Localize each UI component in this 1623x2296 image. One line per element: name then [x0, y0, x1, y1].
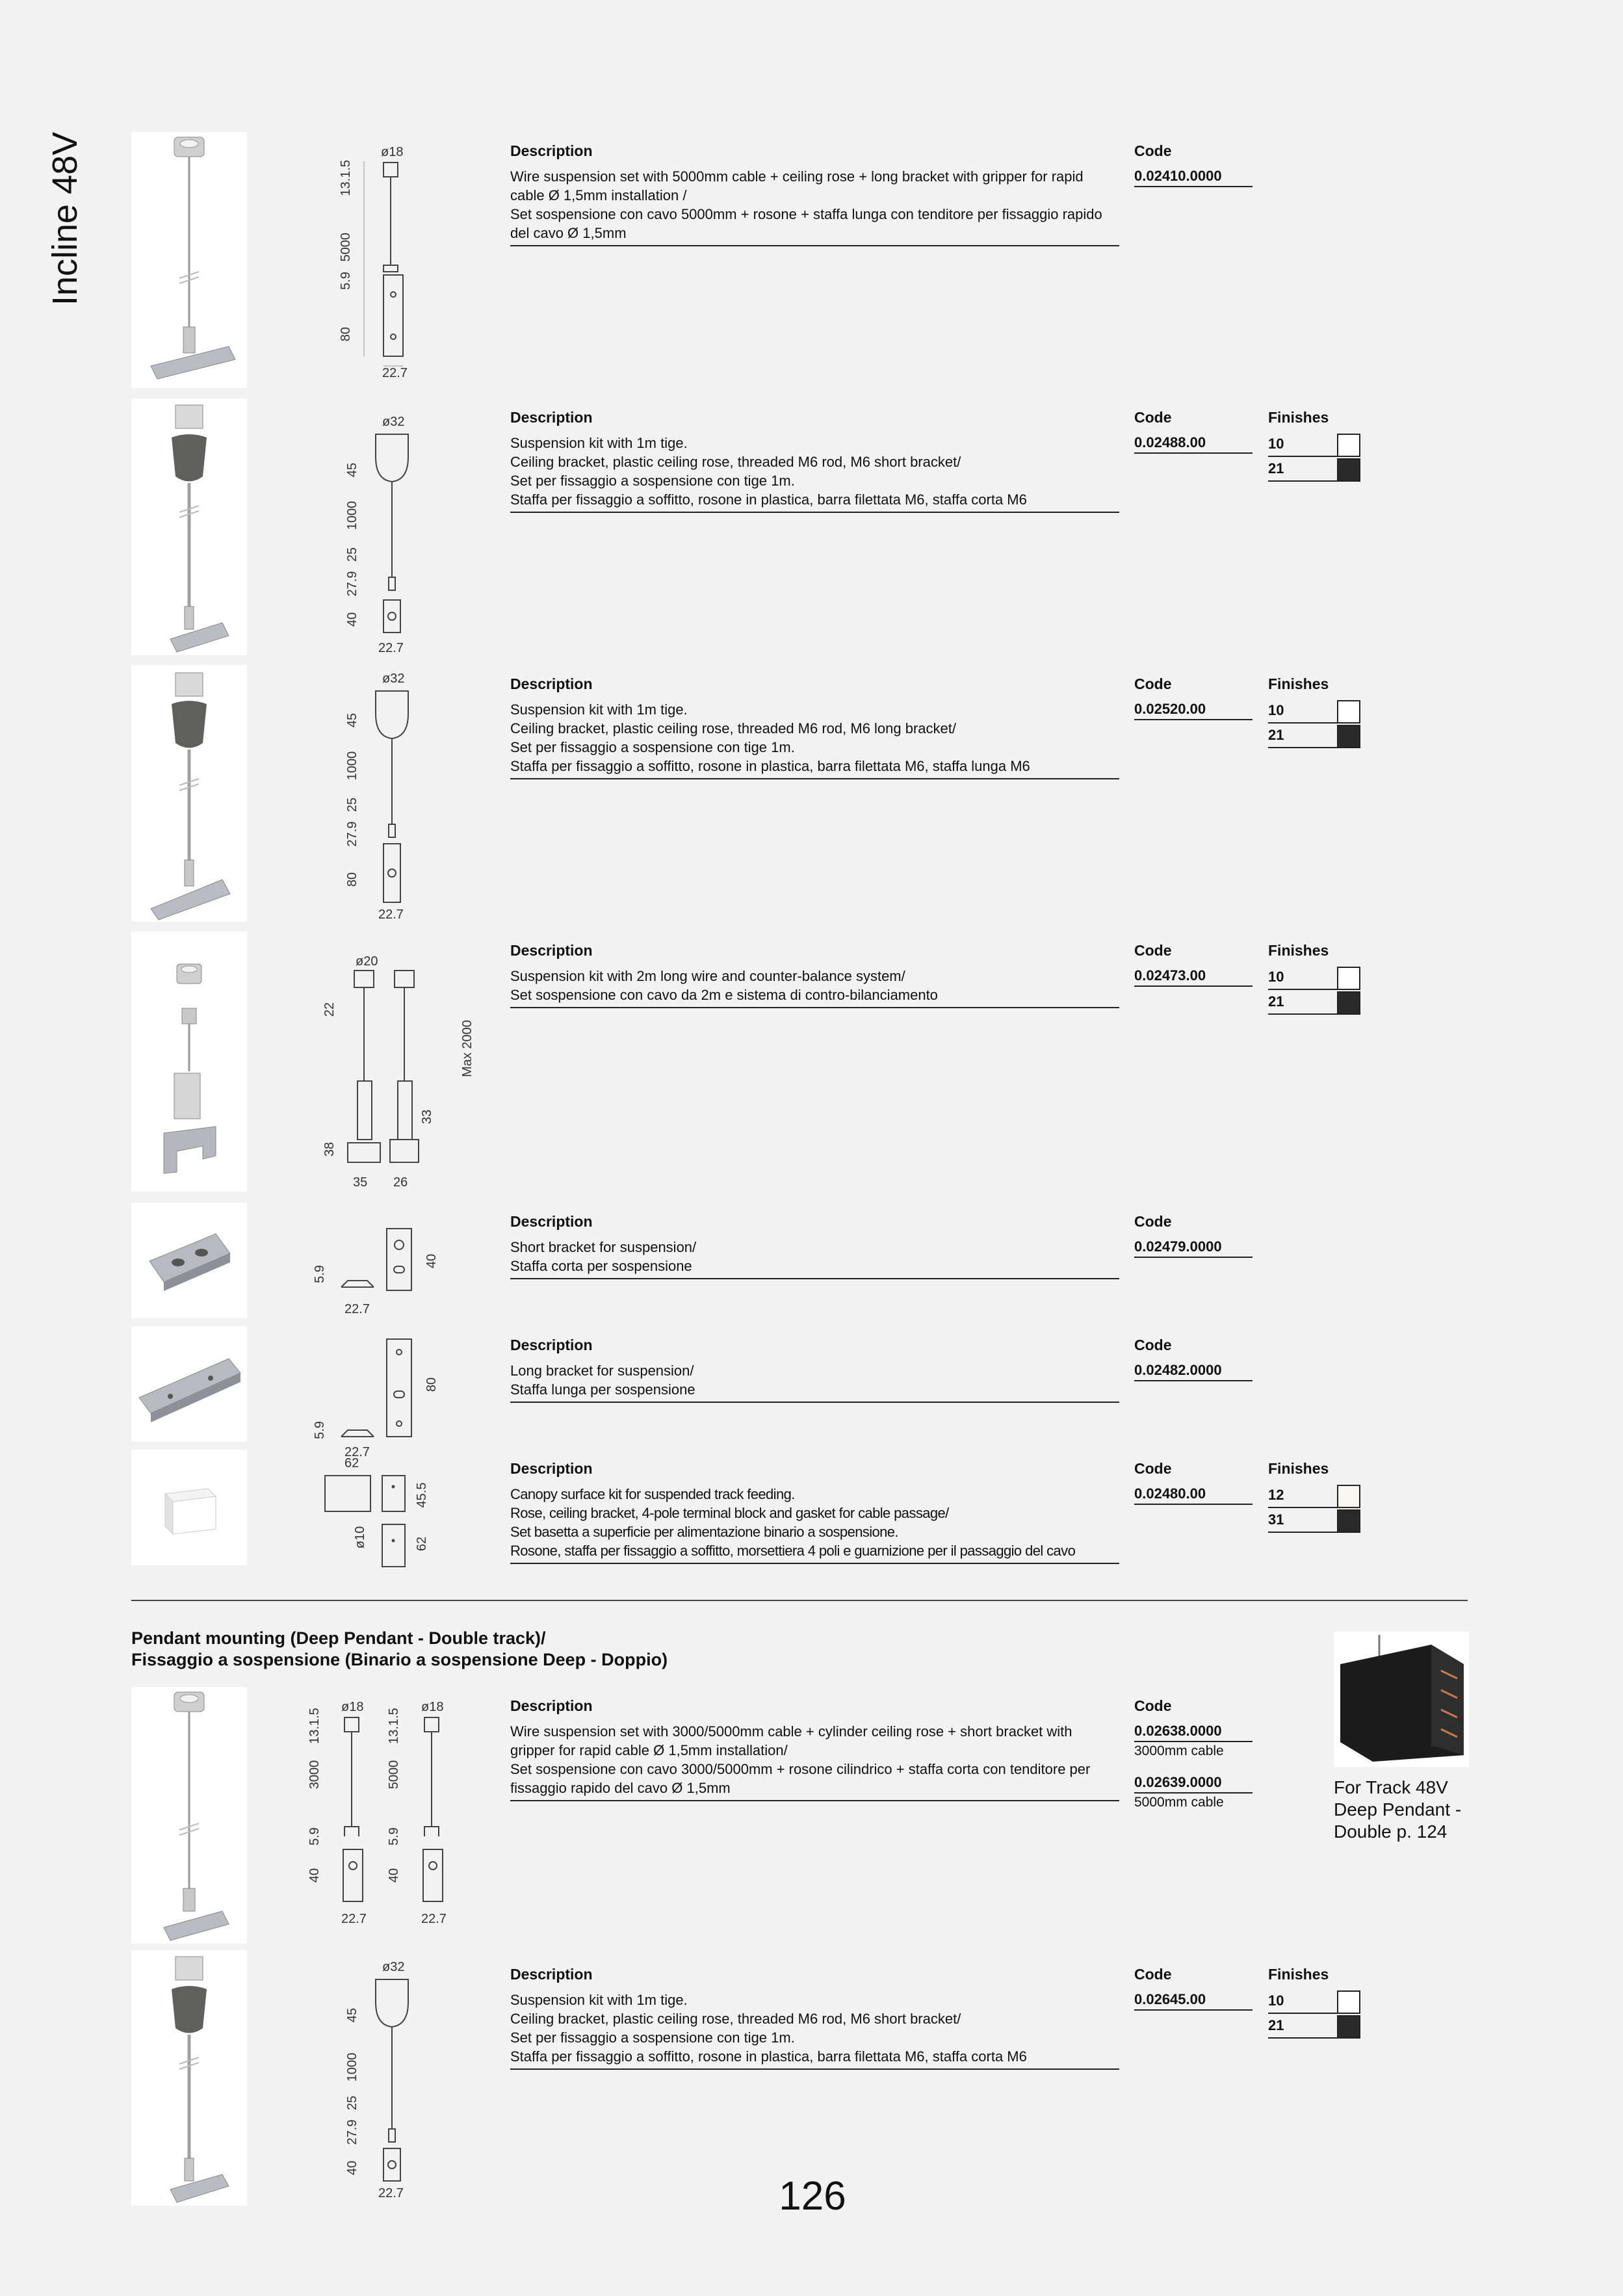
finishes-label: Finishes: [1268, 675, 1329, 692]
finish-swatch: [1337, 2015, 1360, 2039]
dim-label: 40: [424, 1253, 439, 1269]
dim-label: 35: [353, 1175, 368, 1190]
dim-label: 22.7: [378, 641, 404, 655]
code-label: Code: [1134, 1460, 1172, 1477]
finish-code: 10: [1268, 702, 1284, 718]
dim-label: ø18: [421, 1700, 444, 1714]
bracket-photo: [131, 1326, 247, 1442]
dim-label: 1000: [345, 2052, 359, 2082]
finishes-block: [1268, 675, 1360, 748]
finish-swatch: [1337, 991, 1360, 1015]
dim-label: 1000: [345, 751, 359, 781]
dim-label: 5.9: [339, 272, 353, 290]
dim-label: 22.7: [344, 1302, 370, 1316]
product-code: 0.02488.00: [1134, 434, 1253, 454]
finish-option[interactable]: [1268, 967, 1360, 990]
code-variant-note: 5000mm cable: [1134, 1795, 1224, 1810]
dim-label: 45: [345, 462, 359, 478]
finish-code: 21: [1268, 460, 1284, 476]
suspension-photo: [131, 1950, 247, 2206]
description-text: Suspension kit with 2m long wire and counter-balance system/ Set sospensione con cavo da 2m e sistema di contro-bilanciamento: [510, 967, 1119, 1008]
finish-option[interactable]: [1268, 991, 1360, 1015]
description-block: [510, 941, 1119, 1008]
technical-drawing: [338, 411, 422, 655]
technical-drawing: [338, 1957, 422, 2200]
dim-label: 22.7: [421, 1912, 447, 1926]
description-text: Wire suspension set with 5000mm cable + ceiling rose + long bracket with gripper for rapid cable Ø 1,5mm installation / Set sospensione con cavo 5000mm + rosone + staffa lunga con tenditore per fissaggio rapido del cavo Ø 1,5mm: [510, 167, 1119, 246]
dim-label: 22.7: [378, 2186, 404, 2200]
finish-swatch: [1337, 434, 1360, 457]
dim-label: 80: [424, 1377, 439, 1392]
page-number: 126: [779, 2174, 846, 2219]
description-block: [510, 408, 1119, 513]
code-label: Code: [1134, 942, 1172, 959]
finishes-block: [1268, 941, 1360, 1015]
description-block: [510, 1212, 1119, 1279]
code-block: [1134, 1212, 1253, 1258]
finish-code: 31: [1268, 1511, 1284, 1528]
section-title: Pendant mounting (Deep Pendant - Double track)/ Fissaggio a sospensione (Binario a sospensione Deep - Doppio): [131, 1628, 668, 1669]
finishes-label: Finishes: [1268, 1460, 1329, 1477]
dim-label: ø32: [382, 672, 405, 686]
description-block: [510, 1336, 1119, 1403]
code-block: [1134, 142, 1253, 187]
description-label: Description: [510, 1697, 593, 1714]
technical-drawing: [312, 1216, 448, 1320]
description-text: Suspension kit with 1m tige. Ceiling bracket, plastic ceiling rose, threaded M6 rod, M6 short bracket/ Set per fissaggio a sospensione con tige 1m. Staffa per fissaggio a soffitto, rosone in plastica, barra filettata M6, staffa corta M6: [510, 434, 1119, 513]
dim-label: 45: [345, 712, 359, 728]
dim-label: 22.7: [382, 366, 408, 380]
dim-label: ø18: [381, 145, 404, 159]
dim-label: 26: [393, 1175, 408, 1190]
finish-option[interactable]: [1268, 700, 1360, 724]
technical-drawing: [312, 1333, 448, 1463]
code-block: [1134, 1336, 1253, 1381]
dim-label: 40: [345, 612, 359, 627]
product-code: 0.02410.0000: [1134, 167, 1253, 187]
finishes-block: [1268, 408, 1360, 482]
product-code: 0.02479.0000: [1134, 1238, 1253, 1258]
dim-label: 1000: [345, 501, 359, 530]
finish-swatch: [1337, 1509, 1360, 1533]
dim-label: 33: [420, 1109, 434, 1125]
dim-label: 27.9: [345, 2119, 359, 2145]
code-block: [1134, 1697, 1253, 1812]
description-label: Description: [510, 1337, 593, 1353]
code-label: Code: [1134, 142, 1172, 159]
finishes-label: Finishes: [1268, 1966, 1329, 1983]
dim-label: 22.7: [341, 1912, 367, 1926]
description-text: Wire suspension set with 3000/5000mm cable + cylinder ceiling rose + short bracket with gripper for rapid cable Ø 1,5mm installation/ Set sospensione con cavo 3000/5000mm + rosone cilindrico + staffa corta con tenditore per fissaggio rapido del cavo Ø 1,5mm: [510, 1722, 1119, 1801]
finish-option[interactable]: [1268, 1509, 1360, 1533]
dim-label: 40: [387, 1868, 401, 1883]
finish-swatch: [1337, 458, 1360, 482]
code-block: [1134, 1459, 1253, 1505]
dim-label: 22: [322, 1002, 337, 1017]
dim-label: ø18: [341, 1700, 364, 1714]
finish-code: 10: [1268, 436, 1284, 452]
finish-swatch: [1337, 725, 1360, 748]
description-block: [510, 675, 1119, 779]
finish-option[interactable]: [1268, 434, 1360, 457]
code-block: [1134, 408, 1253, 454]
finishes-block: [1268, 1459, 1360, 1533]
description-label: Description: [510, 1213, 593, 1230]
finish-swatch: [1337, 1485, 1360, 1508]
track-reference-note: For Track 48V Deep Pendant - Double p. 124: [1334, 1777, 1462, 1842]
suspension-photo: [131, 665, 247, 922]
code-block: [1134, 1965, 1253, 2011]
suspension-photo: [131, 132, 247, 388]
dim-label: 25: [345, 547, 359, 562]
finish-code: 21: [1268, 993, 1284, 1010]
dim-label: 5.9: [387, 1827, 401, 1846]
finish-code: 21: [1268, 2017, 1284, 2033]
product-code: 0.02638.0000: [1134, 1722, 1253, 1742]
description-text: Long bracket for suspension/ Staffa lunga per sospensione: [510, 1361, 1119, 1403]
description-label: Description: [510, 942, 593, 959]
dim-label: 45.5: [415, 1482, 429, 1508]
product-code: 0.02482.0000: [1134, 1361, 1253, 1381]
dim-label: 45: [345, 2007, 359, 2023]
finish-code: 12: [1268, 1487, 1284, 1503]
section-divider: [131, 1600, 1468, 1601]
description-label: Description: [510, 675, 593, 692]
description-label: Description: [510, 1460, 593, 1477]
dim-label: ø20: [356, 954, 378, 969]
description-block: [510, 1965, 1119, 2070]
technical-drawing: [322, 951, 484, 1192]
bracket-photo: [131, 1203, 247, 1318]
finish-code: 21: [1268, 727, 1284, 743]
finish-swatch: [1337, 700, 1360, 724]
code-block: [1134, 675, 1253, 720]
suspension-photo: [131, 932, 247, 1192]
finishes-label: Finishes: [1268, 942, 1329, 959]
code-block: [1134, 941, 1253, 987]
dim-label: 13.1.5: [339, 160, 353, 196]
dim-label: 13.1.5: [387, 1708, 401, 1744]
finish-option[interactable]: [1268, 458, 1360, 482]
dim-label: Max 2000: [460, 1020, 474, 1077]
dim-label: 5000: [339, 233, 353, 262]
description-block: [510, 1459, 1119, 1564]
code-label: Code: [1134, 409, 1172, 426]
product-code: 0.02473.00: [1134, 967, 1253, 987]
dim-label: 80: [345, 872, 359, 887]
dim-label: 13.1.5: [307, 1708, 322, 1744]
dim-label: ø10: [353, 1526, 367, 1549]
dim-label: 27.9: [345, 821, 359, 847]
technical-drawing: [305, 1697, 468, 1937]
description-text: Short bracket for suspension/ Staffa corta per sospensione: [510, 1238, 1119, 1279]
dim-label: 40: [345, 2160, 359, 2176]
description-label: Description: [510, 142, 593, 159]
suspension-photo: [131, 1687, 247, 1944]
description-block: [510, 142, 1119, 246]
description-text: Canopy surface kit for suspended track feeding. Rose, ceiling bracket, 4-pole terminal block and gasket for cable passage/ Set basetta a superficie per alimentazione binario a sospensione. Rosone, staffa per fissaggio a soffitto, morsettiera 4 poli e guarnizione per il passaggio del cavo: [510, 1485, 1119, 1564]
finish-code: 10: [1268, 969, 1284, 985]
dim-label: 5.9: [313, 1421, 327, 1439]
code-label: Code: [1134, 1213, 1172, 1230]
dim-label: 5000: [387, 1760, 401, 1790]
side-title: Incline 48V: [45, 131, 84, 306]
dim-label: 25: [345, 797, 359, 813]
description-label: Description: [510, 1966, 593, 1983]
dim-label: 40: [307, 1868, 322, 1883]
canopy-photo: [131, 1450, 247, 1565]
finish-swatch: [1337, 967, 1360, 990]
dim-label: 27.9: [345, 571, 359, 597]
technical-drawing: [338, 142, 416, 382]
code-label: Code: [1134, 1337, 1172, 1353]
dim-label: ø32: [382, 1960, 405, 1974]
description-text: Suspension kit with 1m tige. Ceiling bracket, plastic ceiling rose, threaded M6 rod, M6 short bracket/ Set per fissaggio a sospensione con tige 1m. Staffa per fissaggio a soffitto, rosone in plastica, barra filettata M6, staffa corta M6: [510, 1990, 1119, 2070]
finishes-label: Finishes: [1268, 409, 1329, 426]
technical-drawing: [318, 1453, 448, 1570]
finish-option[interactable]: [1268, 1485, 1360, 1508]
suspension-photo: [131, 398, 247, 655]
dim-label: ø32: [382, 415, 405, 429]
dim-label: 80: [339, 327, 353, 342]
dim-label: 5.9: [313, 1265, 327, 1283]
code-label: Code: [1134, 1697, 1172, 1714]
product-code: 0.02520.00: [1134, 700, 1253, 720]
description-label: Description: [510, 409, 593, 426]
finish-swatch: [1337, 1990, 1360, 2014]
code-label: Code: [1134, 675, 1172, 692]
track-photo: [1334, 1632, 1469, 1767]
code-variant-note: 3000mm cable: [1134, 1743, 1224, 1758]
technical-drawing: [338, 668, 422, 922]
dim-label: 38: [322, 1141, 337, 1157]
finish-option[interactable]: [1268, 2015, 1360, 2039]
finishes-block: [1268, 1965, 1360, 2039]
dim-label: 62: [344, 1456, 359, 1470]
description-text: Suspension kit with 1m tige. Ceiling bracket, plastic ceiling rose, threaded M6 rod, M6 long bracket/ Set per fissaggio a sospensione con tige 1m. Staffa per fissaggio a soffitto, rosone in plastica, barra filettata M6, staffa lunga M6: [510, 700, 1119, 779]
dim-label: 25: [345, 2095, 359, 2111]
dim-label: 5.9: [307, 1827, 322, 1846]
dim-label: 62: [415, 1536, 429, 1552]
product-code: 0.02645.00: [1134, 1990, 1253, 2011]
description-block: [510, 1697, 1119, 1801]
dim-label: 3000: [307, 1760, 322, 1790]
finish-code: 10: [1268, 1992, 1284, 2009]
product-code: 0.02639.0000: [1134, 1773, 1253, 1794]
dim-label: 22.7: [378, 907, 404, 922]
dim-label: 22.7: [344, 1445, 370, 1459]
finish-option[interactable]: [1268, 1990, 1360, 2014]
finish-option[interactable]: [1268, 725, 1360, 748]
code-label: Code: [1134, 1966, 1172, 1983]
product-code: 0.02480.00: [1134, 1485, 1253, 1505]
